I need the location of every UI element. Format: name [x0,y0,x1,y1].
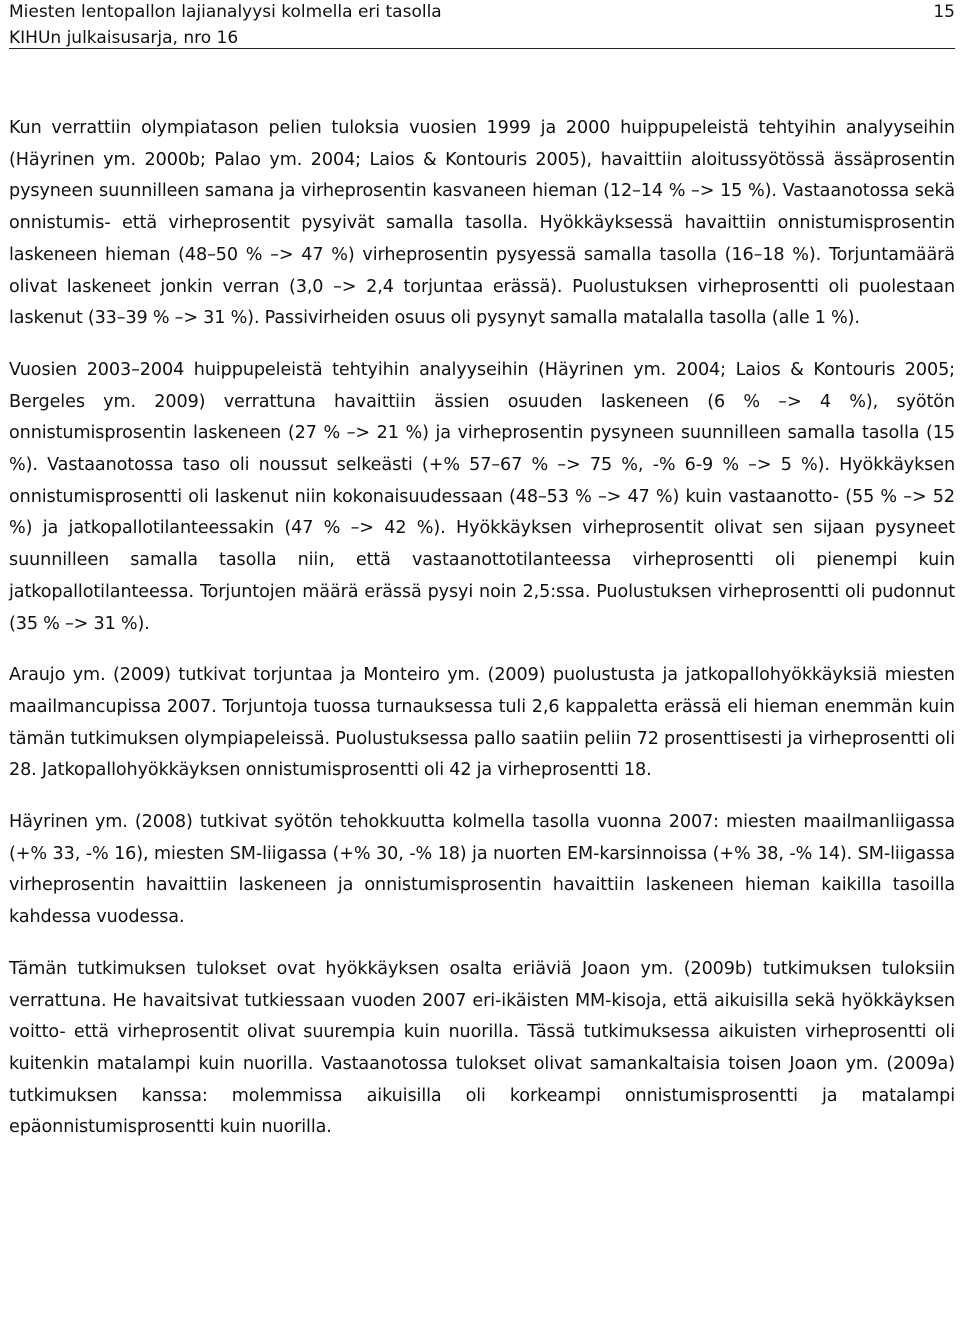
paragraph-olympic-comparison: Kun verrattiin olympiatason pelien tuloksia vuosien 1999 ja 2000 huippupeleistä tehtyihin analyyseihin (Häyrinen ym. 2000b; Palao ym. 2004; Laios & Kontouris 2005), havaittiin aloitussyötössä ässäprosentin pysyneen suunnilleen samana ja virheprosentin kasvaneen hieman (12–14 % –> 15 %). Vastaanotossa sekä onnistumis- että virheprosentit pysyivät samalla tasolla. Hyökkäyksessä havaittiin onnistumisprosentin laskeneen hieman (48–50 % –> 47 %) virheprosentin pysyessä samalla tasolla (16–18 %). Torjuntamäärä olivat laskeneet jonkin verran (3,0 –> 2,4 torjuntaa erässä). Puolustuksen virheprosentti oli puolestaan laskenut (33–39 % –> 31 %). Passivirheiden osuus oli pysynyt samalla matalalla tasolla (alle 1 %). [9,118,955,329]
series-title: KIHUn julkaisusarja, nro 16 [9,28,239,48]
page-header [9,0,955,49]
paragraph-2003-2004-comparison: Vuosien 2003–2004 huippupeleistä tehtyihin analyyseihin (Häyrinen ym. 2004; Laios & Kontouris 2005; Bergeles ym. 2009) verrattuna havaittiin ässien osuuden laskeneen (6 % –> 4 %), syötön onnistumisprosentin laskeneen (27 % –> 21 %) ja virheprosentin pysyneen suunnilleen samalla tasolla (15 %). Vastaanotossa taso oli noussut selkeästi (+% 57–67 % –> 75 %, -% 6-9 % –> 5 %). Hyökkäyksen onnistumisprosentti oli laskenut niin kokonaisuudessaan (48–53 % –> 47 %) kuin vastaanotto- (55 % –> 52 %) ja jatkopallotilanteessakin (47 % –> 42 %). Hyökkäyksen virheprosentit olivat sen sijaan pysyneet suunnilleen samalla tasolla niin, että vastaanottotilanteessa virheprosentti oli pienempi kuin jatkopallotilanteessa. Torjuntojen määrä erässä pysyi noin 2,5:ssa. Puolustuksen virheprosentti oli pudonnut (35 % –> 31 %). [9,359,955,634]
page-number: 15 [933,2,955,22]
running-title: Miesten lentopallon lajianalyysi kolmella eri tasolla [9,2,442,22]
paragraph-araujo-monteiro: Araujo ym. (2009) tutkivat torjuntaa ja Monteiro ym. (2009) puolustusta ja jatkopallohyökkäyksiä miesten maailmancupissa 2007. Torjuntoja tuossa turnauksessa tuli 2,6 kappaletta erässä eli hieman enemmän kuin tämän tutkimuksen olympiapeleissä. Puolustuksessa pallo saatiin peliin 72 prosenttisesti ja virheprosentti oli 28. Jatkopallohyökkäyksen onnistumisprosentti oli 42 ja virheprosentti 18. [9,665,955,781]
paragraph-hayrinen-2008: Häyrinen ym. (2008) tutkivat syötön tehokkuutta kolmella tasolla vuonna 2007: miesten maailmanliigassa (+% 33, -% 16), miesten SM-liigassa (+% 30, -% 18) ja nuorten EM-karsinnoissa (+% 38, -% 14). SM-liigassa virheprosentin havaittiin laskeneen ja onnistumisprosentin havaittiin laskeneen hieman kaikilla tasoilla kahdessa vuodessa. [9,812,955,928]
paragraph-joao-comparison: Tämän tutkimuksen tulokset ovat hyökkäyksen osalta eriäviä Joaon ym. (2009b) tutkimuksen tuloksiin verrattuna. He havaitsivat tutkiessaan vuoden 2007 eri-ikäisten MM-kisoja, että aikuisilla sekä hyökkäyksen voitto- että virheprosentit olivat suurempia kuin nuorilla. Tässä tutkimuksessa aikuisten virheprosentti oli kuitenkin matalampi kuin nuorilla. Vastaanotossa tulokset olivat samankaltaisia toisen Joaon ym. (2009a) tutkimuksen kanssa: molemmissa aikuisilla oli korkeampi onnistumisprosentti ja matalampi epäonnistumisprosentti kuin nuorilla. [9,958,955,1138]
body-text [9,113,955,1164]
